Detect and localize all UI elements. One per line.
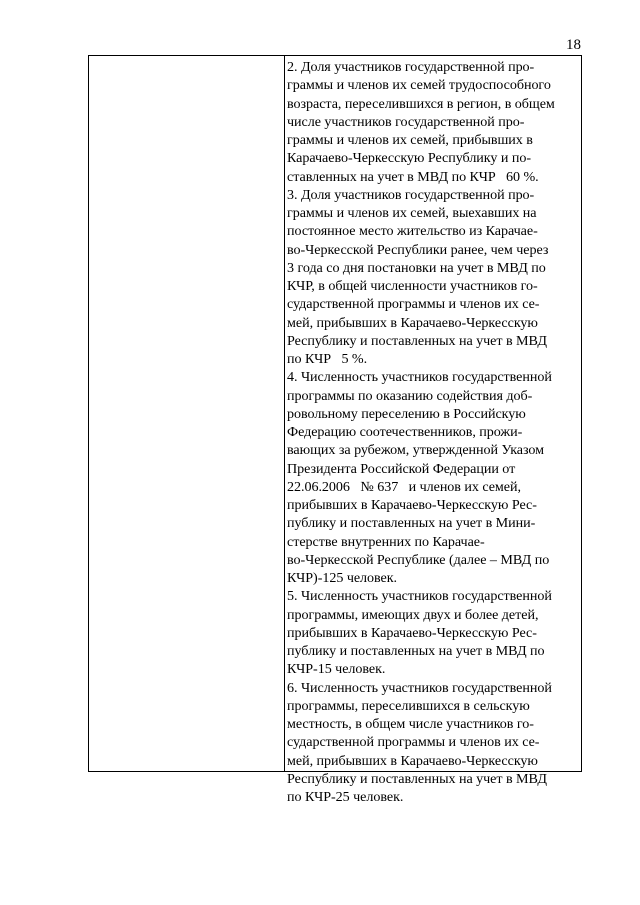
text-line: по КЧР 5 %.	[287, 351, 368, 367]
text-line: публику и поставленных на учет в Мини-	[287, 515, 536, 532]
text-line: во-Черкесской Республики ранее, чем через	[287, 241, 549, 258]
text-line: КЧР, в общей численности участников го-	[287, 278, 538, 294]
text-line: Республику и поставленных на учет в МВД	[287, 332, 547, 349]
text-line: стерстве внутренних по Карачае-	[287, 533, 485, 550]
right-text-cell	[287, 58, 585, 806]
text-line: по КЧР-25 человек.	[287, 789, 404, 805]
text-line: граммы и членов их семей, выехавших на	[287, 205, 537, 221]
text-line: местность, в общем числе участников го-	[287, 716, 534, 732]
text-line: 3 года со дня постановки на учет в МВД по	[287, 259, 546, 276]
text-line: вающих за рубежом, утвержденной Указом	[287, 442, 545, 459]
document-table	[88, 55, 582, 805]
text-line: программы по оказанию содействия доб-	[287, 387, 533, 404]
text-line: граммы и членов их семей трудоспособного	[287, 77, 551, 94]
text-line: Карачаево-Черкесскую Республику и по-	[287, 150, 531, 167]
text-line: КЧР)-125 человек.	[287, 570, 398, 586]
text-line: 22.06.2006 № 637 и членов их семей,	[287, 478, 521, 495]
text-line: Республику и поставленных на учет в МВД	[287, 770, 547, 787]
text-line: Президента Российской Федерации от	[287, 460, 516, 477]
text-line: программы, имеющих двух и более детей,	[287, 606, 539, 623]
text-line: 3. Доля участников государственной про-	[287, 186, 535, 203]
text-line: публику и поставленных на учет в МВД по	[287, 643, 545, 659]
text-line: ровольному переселению в Российскую	[287, 405, 526, 422]
text-line: ставленных на учет в МВД по КЧР 60 %.	[287, 168, 539, 185]
text-line: прибывших в Карачаево-Черкесскую Рес-	[287, 624, 537, 641]
text-line: 4. Численность участников государственной	[287, 369, 552, 386]
text-line: граммы и членов их семей, прибывших в	[287, 132, 533, 148]
text-line: 5. Численность участников государственной	[287, 588, 552, 605]
text-line: мей, прибывших в Карачаево-Черкесскую	[287, 752, 538, 769]
column-divider	[284, 56, 285, 771]
text-line: мей, прибывших в Карачаево-Черкесскую	[287, 314, 538, 331]
text-line: сударственной программы и членов их се-	[287, 296, 540, 313]
text-line: числе участников государственной про-	[287, 113, 525, 130]
text-line: 6. Численность участников государственной	[287, 679, 552, 696]
text-line: КЧР-15 человек.	[287, 661, 386, 678]
text-line: прибывших в Карачаево-Черкесскую Рес-	[287, 497, 537, 513]
text-line: возраста, переселившихся в регион, в общем	[287, 95, 555, 112]
text-line: постоянное место жительство из Карачае-	[287, 223, 538, 240]
text-line: программы, переселившихся в сельскую	[287, 697, 530, 714]
text-line: 2. Доля участников государственной про-	[287, 59, 535, 75]
page-number: 18	[566, 37, 581, 53]
text-line: сударственной программы и членов их се-	[287, 734, 540, 751]
text-line: во-Черкесской Республике (далее – МВД по	[287, 551, 550, 568]
text-line: Федерацию соотечественников, прожи-	[287, 424, 523, 440]
